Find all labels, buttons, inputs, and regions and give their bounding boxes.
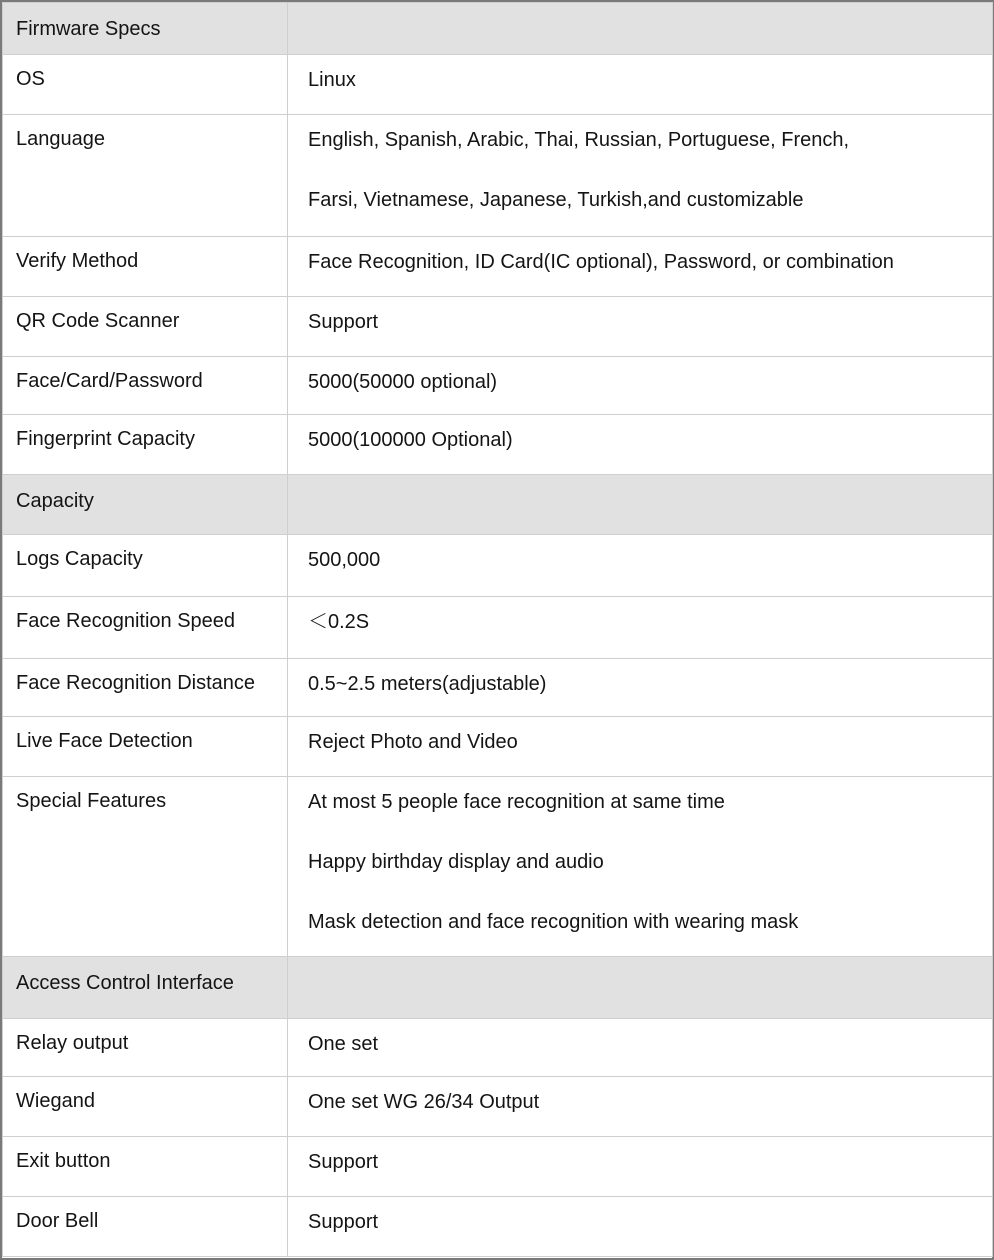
spec-value: Farsi, Vietnamese, Japanese, Turkish,and customizable — [308, 189, 804, 211]
spec-value-cell — [288, 357, 993, 415]
section-empty-cell — [288, 475, 993, 535]
section-header-row — [3, 475, 993, 535]
spec-label-cell — [3, 237, 288, 297]
section-header-row — [3, 3, 993, 55]
spec-label: Language — [16, 128, 105, 150]
spec-value-cell — [288, 1019, 993, 1077]
spec-label: Logs Capacity — [16, 548, 143, 570]
spec-row — [3, 1077, 993, 1137]
spec-row — [3, 1019, 993, 1077]
spec-row — [3, 357, 993, 415]
spec-label: Face Recognition Speed — [16, 610, 236, 632]
spec-value: 0.5~2.5 meters(adjustable) — [308, 673, 547, 695]
spec-label: Exit button — [16, 1150, 111, 1172]
spec-value-cell — [288, 297, 993, 357]
spec-value: One set WG 26/34 Output — [308, 1091, 540, 1113]
spec-value: Reject Photo and Video — [308, 731, 518, 753]
spec-value-cell — [288, 55, 993, 115]
spec-row — [3, 597, 993, 659]
spec-value-cell — [288, 1137, 993, 1197]
spec-value-cell — [288, 717, 993, 777]
spec-row — [3, 1137, 993, 1197]
spec-value-cell — [288, 237, 993, 297]
spec-value-cell — [288, 535, 993, 597]
spec-label: Door Bell — [16, 1210, 99, 1232]
spec-value: ＜0.2S — [308, 611, 370, 633]
spec-value: Support — [308, 1151, 379, 1173]
spec-value: Happy birthday display and audio — [308, 851, 604, 873]
spec-row — [3, 297, 993, 357]
section-title: Capacity — [16, 490, 94, 512]
spec-label-cell — [3, 1019, 288, 1077]
spec-value: Face Recognition, ID Card(IC optional), Password, or combination — [308, 251, 894, 273]
spec-label: OS — [16, 68, 45, 90]
spec-row — [3, 415, 993, 475]
section-title-cell — [3, 475, 288, 535]
spec-table — [2, 2, 993, 1257]
spec-label-cell — [3, 1137, 288, 1197]
spec-row — [3, 717, 993, 777]
spec-row — [3, 535, 993, 597]
spec-label-cell — [3, 1077, 288, 1137]
spec-value-cell — [288, 659, 993, 717]
section-empty-cell — [288, 957, 993, 1019]
spec-label-cell — [3, 717, 288, 777]
spec-value: Support — [308, 1211, 379, 1233]
spec-label: Face Recognition Distance — [16, 672, 256, 694]
spec-label-cell — [3, 1197, 288, 1257]
spec-value: One set — [308, 1033, 379, 1055]
spec-row — [3, 659, 993, 717]
spec-label-cell — [3, 777, 288, 957]
spec-value-cell — [288, 777, 993, 957]
spec-label: Wiegand — [16, 1090, 95, 1112]
spec-label-cell — [3, 415, 288, 475]
spec-label-cell — [3, 535, 288, 597]
spec-table-body — [3, 3, 993, 1257]
section-title-cell — [3, 957, 288, 1019]
spec-label-cell — [3, 597, 288, 659]
spec-value-cell — [288, 597, 993, 659]
spec-value: 5000(50000 optional) — [308, 371, 498, 393]
spec-label-cell — [3, 659, 288, 717]
spec-label: Relay output — [16, 1032, 129, 1054]
spec-row — [3, 55, 993, 115]
spec-value: Mask detection and face recognition with wearing mask — [308, 911, 799, 933]
spec-label-cell — [3, 55, 288, 115]
spec-label-cell — [3, 115, 288, 237]
spec-value-cell — [288, 415, 993, 475]
spec-value-cell — [288, 115, 993, 237]
spec-value: Support — [308, 311, 379, 333]
section-title-cell — [3, 3, 288, 55]
spec-value: At most 5 people face recognition at same time — [308, 791, 725, 813]
section-header-row — [3, 957, 993, 1019]
spec-label: Face/Card/Password — [16, 370, 203, 392]
spec-row — [3, 115, 993, 237]
spec-row — [3, 1197, 993, 1257]
spec-label-cell — [3, 297, 288, 357]
spec-row — [3, 777, 993, 957]
spec-value: English, Spanish, Arabic, Thai, Russian, Portuguese, French, — [308, 129, 850, 151]
spec-row — [3, 237, 993, 297]
spec-label: QR Code Scanner — [16, 310, 180, 332]
spec-value: 500,000 — [308, 549, 381, 571]
spec-value-cell — [288, 1077, 993, 1137]
spec-value-cell — [288, 1197, 993, 1257]
spec-label-cell — [3, 357, 288, 415]
section-empty-cell — [288, 3, 993, 55]
spec-label: Verify Method — [16, 250, 139, 272]
spec-value: 5000(100000 Optional) — [308, 429, 513, 451]
section-title: Firmware Specs — [16, 18, 161, 40]
spec-label: Fingerprint Capacity — [16, 428, 195, 450]
spec-label: Live Face Detection — [16, 730, 193, 752]
spec-value: Linux — [308, 69, 356, 91]
section-title: Access Control Interface — [16, 972, 234, 994]
spec-label: Special Features — [16, 790, 167, 812]
